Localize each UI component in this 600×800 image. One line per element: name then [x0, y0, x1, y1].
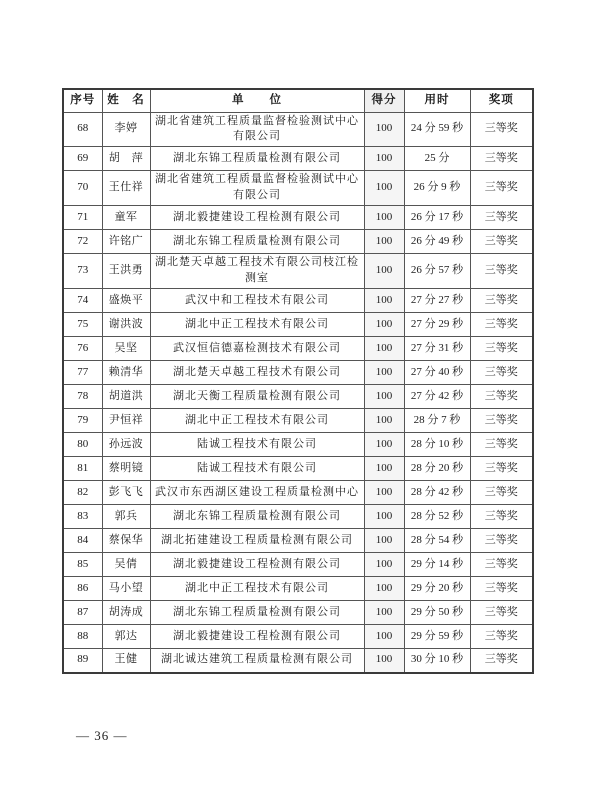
page-number: — 36 — — [76, 728, 128, 743]
cell-name: 郭兵 — [102, 505, 150, 529]
cell-name: 彭飞飞 — [102, 481, 150, 505]
cell-score: 100 — [364, 230, 404, 254]
table-row — [63, 313, 533, 337]
cell-time: 26 分 57 秒 — [404, 254, 470, 289]
cell-name: 王仕祥 — [102, 171, 150, 206]
cell-score: 100 — [364, 289, 404, 313]
cell-no: 88 — [63, 625, 102, 649]
cell-award: 三等奖 — [470, 505, 533, 529]
cell-time: 29 分 50 秒 — [404, 601, 470, 625]
cell-time: 28 分 54 秒 — [404, 529, 470, 553]
cell-unit: 湖北东锦工程质量检测有限公司 — [150, 505, 364, 529]
cell-award: 三等奖 — [470, 481, 533, 505]
cell-name: 吴坚 — [102, 337, 150, 361]
cell-unit: 湖北楚天卓越工程技术有限公司枝江检测室 — [150, 254, 364, 289]
cell-name: 许铭广 — [102, 230, 150, 254]
cell-no: 89 — [63, 649, 102, 673]
cell-award: 三等奖 — [470, 553, 533, 577]
cell-award: 三等奖 — [470, 337, 533, 361]
table-row — [63, 457, 533, 481]
cell-no: 69 — [63, 147, 102, 171]
cell-unit: 湖北中正工程技术有限公司 — [150, 409, 364, 433]
cell-time: 27 分 29 秒 — [404, 313, 470, 337]
cell-unit: 武汉市东西湖区建设工程质量检测中心 — [150, 481, 364, 505]
cell-no: 82 — [63, 481, 102, 505]
cell-time: 27 分 27 秒 — [404, 289, 470, 313]
cell-award: 三等奖 — [470, 529, 533, 553]
cell-award: 三等奖 — [470, 385, 533, 409]
table-row — [63, 289, 533, 313]
cell-name: 胡 萍 — [102, 147, 150, 171]
cell-award: 三等奖 — [470, 171, 533, 206]
cell-award: 三等奖 — [470, 206, 533, 230]
cell-no: 84 — [63, 529, 102, 553]
cell-time: 28 分 10 秒 — [404, 433, 470, 457]
table-row — [63, 433, 533, 457]
cell-name: 王健 — [102, 649, 150, 673]
cell-time: 24 分 59 秒 — [404, 112, 470, 147]
cell-no: 73 — [63, 254, 102, 289]
cell-score: 100 — [364, 577, 404, 601]
results-table — [62, 88, 534, 674]
cell-score: 100 — [364, 337, 404, 361]
cell-unit: 武汉中和工程技术有限公司 — [150, 289, 364, 313]
cell-time: 26 分 9 秒 — [404, 171, 470, 206]
table-body — [63, 112, 533, 673]
cell-name: 童军 — [102, 206, 150, 230]
cell-score: 100 — [364, 529, 404, 553]
cell-time: 30 分 10 秒 — [404, 649, 470, 673]
cell-score: 100 — [364, 147, 404, 171]
column-header-unit: 单 位 — [150, 89, 364, 112]
cell-name: 尹恒祥 — [102, 409, 150, 433]
cell-score: 100 — [364, 313, 404, 337]
cell-unit: 陆诚工程技术有限公司 — [150, 457, 364, 481]
table-row — [63, 529, 533, 553]
cell-no: 87 — [63, 601, 102, 625]
cell-name: 蔡明镜 — [102, 457, 150, 481]
cell-unit: 湖北中正工程技术有限公司 — [150, 577, 364, 601]
cell-award: 三等奖 — [470, 289, 533, 313]
cell-no: 83 — [63, 505, 102, 529]
table-row — [63, 171, 533, 206]
cell-no: 68 — [63, 112, 102, 147]
cell-name: 吴倩 — [102, 553, 150, 577]
cell-score: 100 — [364, 457, 404, 481]
table-row — [63, 481, 533, 505]
cell-unit: 湖北东锦工程质量检测有限公司 — [150, 601, 364, 625]
cell-time: 27 分 42 秒 — [404, 385, 470, 409]
table-row — [63, 112, 533, 147]
cell-score: 100 — [364, 385, 404, 409]
cell-no: 71 — [63, 206, 102, 230]
cell-time: 27 分 40 秒 — [404, 361, 470, 385]
cell-unit: 湖北毅捷建设工程检测有限公司 — [150, 206, 364, 230]
table-row — [63, 553, 533, 577]
cell-unit: 湖北拓建建设工程质量检测有限公司 — [150, 529, 364, 553]
table-row — [63, 577, 533, 601]
table-row — [63, 409, 533, 433]
cell-unit: 湖北省建筑工程质量监督检验测试中心有限公司 — [150, 112, 364, 147]
cell-no: 77 — [63, 361, 102, 385]
cell-no: 86 — [63, 577, 102, 601]
cell-no: 79 — [63, 409, 102, 433]
cell-no: 78 — [63, 385, 102, 409]
table-row — [63, 337, 533, 361]
cell-no: 76 — [63, 337, 102, 361]
cell-award: 三等奖 — [470, 313, 533, 337]
cell-no: 75 — [63, 313, 102, 337]
column-header-score: 得分 — [364, 89, 404, 112]
cell-score: 100 — [364, 171, 404, 206]
cell-unit: 湖北毅捷建设工程检测有限公司 — [150, 625, 364, 649]
cell-score: 100 — [364, 206, 404, 230]
cell-time: 26 分 17 秒 — [404, 206, 470, 230]
cell-time: 26 分 49 秒 — [404, 230, 470, 254]
cell-time: 28 分 20 秒 — [404, 457, 470, 481]
cell-unit: 湖北楚天卓越工程技术有限公司 — [150, 361, 364, 385]
cell-score: 100 — [364, 433, 404, 457]
table-header — [63, 89, 533, 112]
cell-name: 胡道洪 — [102, 385, 150, 409]
cell-time: 28 分 7 秒 — [404, 409, 470, 433]
cell-unit: 湖北天衡工程质量检测有限公司 — [150, 385, 364, 409]
table-row — [63, 505, 533, 529]
cell-award: 三等奖 — [470, 409, 533, 433]
cell-time: 25 分 — [404, 147, 470, 171]
cell-no: 72 — [63, 230, 102, 254]
cell-time: 29 分 14 秒 — [404, 553, 470, 577]
cell-name: 郭达 — [102, 625, 150, 649]
cell-award: 三等奖 — [470, 254, 533, 289]
cell-score: 100 — [364, 361, 404, 385]
cell-score: 100 — [364, 625, 404, 649]
cell-name: 蔡保华 — [102, 529, 150, 553]
table-row — [63, 361, 533, 385]
cell-no: 81 — [63, 457, 102, 481]
table-row — [63, 649, 533, 673]
cell-time: 29 分 59 秒 — [404, 625, 470, 649]
cell-no: 74 — [63, 289, 102, 313]
cell-name: 谢洪波 — [102, 313, 150, 337]
cell-score: 100 — [364, 254, 404, 289]
cell-award: 三等奖 — [470, 457, 533, 481]
table-row — [63, 601, 533, 625]
cell-time: 27 分 31 秒 — [404, 337, 470, 361]
cell-no: 70 — [63, 171, 102, 206]
cell-award: 三等奖 — [470, 230, 533, 254]
cell-award: 三等奖 — [470, 625, 533, 649]
cell-award: 三等奖 — [470, 433, 533, 457]
cell-unit: 湖北东锦工程质量检测有限公司 — [150, 230, 364, 254]
cell-score: 100 — [364, 481, 404, 505]
column-header-no: 序号 — [63, 89, 102, 112]
column-header-award: 奖项 — [470, 89, 533, 112]
cell-no: 85 — [63, 553, 102, 577]
cell-award: 三等奖 — [470, 601, 533, 625]
table-row — [63, 385, 533, 409]
cell-name: 李婷 — [102, 112, 150, 147]
cell-unit: 湖北省建筑工程质量监督检验测试中心有限公司 — [150, 171, 364, 206]
cell-time: 28 分 52 秒 — [404, 505, 470, 529]
cell-unit: 陆诚工程技术有限公司 — [150, 433, 364, 457]
cell-name: 胡涛成 — [102, 601, 150, 625]
cell-unit: 武汉恒信德嘉检测技术有限公司 — [150, 337, 364, 361]
header-row — [63, 89, 533, 112]
cell-unit: 湖北中正工程技术有限公司 — [150, 313, 364, 337]
cell-name: 王洪勇 — [102, 254, 150, 289]
cell-name: 赖清华 — [102, 361, 150, 385]
table-row — [63, 254, 533, 289]
cell-award: 三等奖 — [470, 649, 533, 673]
table-row — [63, 147, 533, 171]
cell-no: 80 — [63, 433, 102, 457]
table-row — [63, 206, 533, 230]
cell-time: 28 分 42 秒 — [404, 481, 470, 505]
cell-name: 马小望 — [102, 577, 150, 601]
cell-award: 三等奖 — [470, 112, 533, 147]
cell-score: 100 — [364, 112, 404, 147]
table-row — [63, 625, 533, 649]
cell-score: 100 — [364, 601, 404, 625]
cell-name: 孙远波 — [102, 433, 150, 457]
cell-unit: 湖北诚达建筑工程质量检测有限公司 — [150, 649, 364, 673]
cell-score: 100 — [364, 505, 404, 529]
cell-time: 29 分 20 秒 — [404, 577, 470, 601]
cell-award: 三等奖 — [470, 577, 533, 601]
cell-score: 100 — [364, 649, 404, 673]
cell-score: 100 — [364, 553, 404, 577]
cell-score: 100 — [364, 409, 404, 433]
cell-unit: 湖北东锦工程质量检测有限公司 — [150, 147, 364, 171]
column-header-name: 姓 名 — [102, 89, 150, 112]
column-header-time: 用时 — [404, 89, 470, 112]
cell-unit: 湖北毅捷建设工程检测有限公司 — [150, 553, 364, 577]
cell-award: 三等奖 — [470, 147, 533, 171]
cell-name: 盛焕平 — [102, 289, 150, 313]
table-row — [63, 230, 533, 254]
cell-award: 三等奖 — [470, 361, 533, 385]
